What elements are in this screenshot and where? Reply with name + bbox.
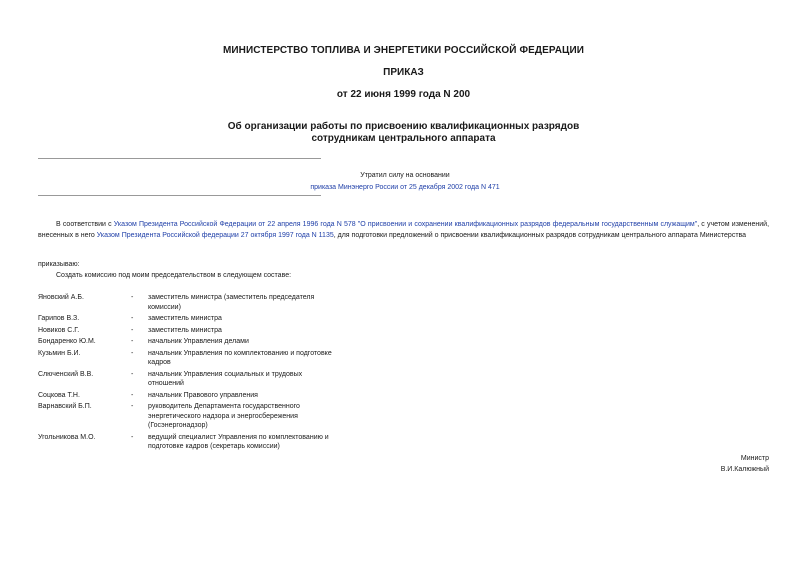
decree-578-link[interactable]: Указом Президента Российской Федерации от 22 апреля 1996 года N 578 "О присвоении и сохранении квалификационных разрядов федеральным государственным служащим"	[113, 221, 698, 228]
member-position: ведущий специалист Управления по комплектованию и подготовке кадров (секретарь комиссии)	[148, 433, 329, 450]
member-dash: -	[131, 349, 134, 357]
separator-top	[38, 158, 321, 159]
member-row	[38, 314, 398, 324]
signatory-name: В.И.Калюжный	[720, 466, 769, 473]
lapsed-order-link[interactable]: приказа Минэнерго России от 25 декабря 2002 года N 471	[310, 184, 500, 191]
member-row	[38, 433, 398, 452]
member-dash: -	[131, 403, 134, 410]
commission-intro: Создать комиссию под моим председательством в следующем составе:	[56, 272, 292, 279]
document-subject	[0, 121, 807, 145]
separator-bottom	[38, 195, 321, 196]
member-row	[38, 337, 398, 347]
member-dash: -	[131, 370, 134, 378]
preamble-text-a: В соответствии с	[56, 221, 114, 228]
member-dash: -	[131, 391, 134, 399]
member-name: Кузьмин Б.И.	[38, 349, 81, 357]
member-row	[38, 391, 398, 401]
member-dash: -	[131, 338, 134, 345]
member-row	[38, 370, 398, 389]
member-position: заместитель министра	[148, 315, 222, 322]
member-name: Яновский А.Б.	[38, 294, 84, 301]
member-row	[38, 402, 398, 431]
commission-members-list	[38, 293, 398, 454]
member-row	[38, 349, 398, 368]
lapsed-notice-text: Утратил силу на основании	[360, 172, 450, 179]
member-name: Бондаренко Ю.М.	[38, 338, 96, 345]
member-name: Угольникова М.О.	[38, 433, 96, 441]
signature-block	[721, 453, 769, 475]
member-position: заместитель министра (заместитель председателя комиссии)	[148, 294, 315, 311]
signatory-title: Министр	[740, 455, 769, 462]
member-name: Соцкова Т.Н.	[38, 391, 80, 399]
member-name: Варнавский Б.П.	[38, 403, 92, 410]
document-type: ПРИКАЗ	[383, 67, 424, 78]
member-name: Новиков С.Г.	[38, 326, 80, 334]
preamble-paragraph	[38, 219, 769, 241]
preamble-text-c: , для подготовки предложений о присвоении квалификационных разрядов сотрудникам центрального аппарата Министерства	[333, 232, 747, 239]
member-position: начальник Правового управления	[148, 391, 258, 399]
member-row	[38, 326, 398, 336]
subject-line-2: сотрудникам центрального аппарата	[311, 133, 496, 144]
member-row	[38, 293, 398, 312]
order-word: приказываю:	[38, 261, 80, 268]
member-position: заместитель министра	[148, 326, 222, 334]
document-date: от 22 июня 1999 года N 200	[336, 89, 471, 100]
member-position: руководитель Департамента государственного энергетического надзора и энергосбережения (Госэнергонадзор)	[148, 403, 300, 429]
decree-1135-link[interactable]: Указом Президента Российской федерации 27 октября 1997 года N 1135	[96, 232, 334, 239]
member-position: начальник Управления социальных и трудовых отношений	[148, 370, 303, 387]
member-dash: -	[131, 294, 134, 301]
lapsed-notice	[300, 170, 510, 194]
subject-line-1: Об организации работы по присвоению квалификационных разрядов	[227, 121, 580, 132]
member-dash: -	[131, 315, 134, 322]
member-name: Гарипов В.З.	[38, 315, 80, 322]
member-dash: -	[131, 433, 134, 441]
member-name: Слюченский В.В.	[38, 370, 94, 378]
preamble-text-b: , с учетом изменений, внесенных в него	[38, 221, 770, 239]
member-position: начальник Управления делами	[148, 338, 249, 345]
member-position: начальник Управления по комплектованию и подготовке кадров	[148, 349, 332, 366]
ministry-heading: МИНИСТЕРСТВО ТОПЛИВА И ЭНЕРГЕТИКИ РОССИЙСКОЙ ФЕДЕРАЦИИ	[222, 45, 585, 56]
member-dash: -	[131, 326, 134, 334]
